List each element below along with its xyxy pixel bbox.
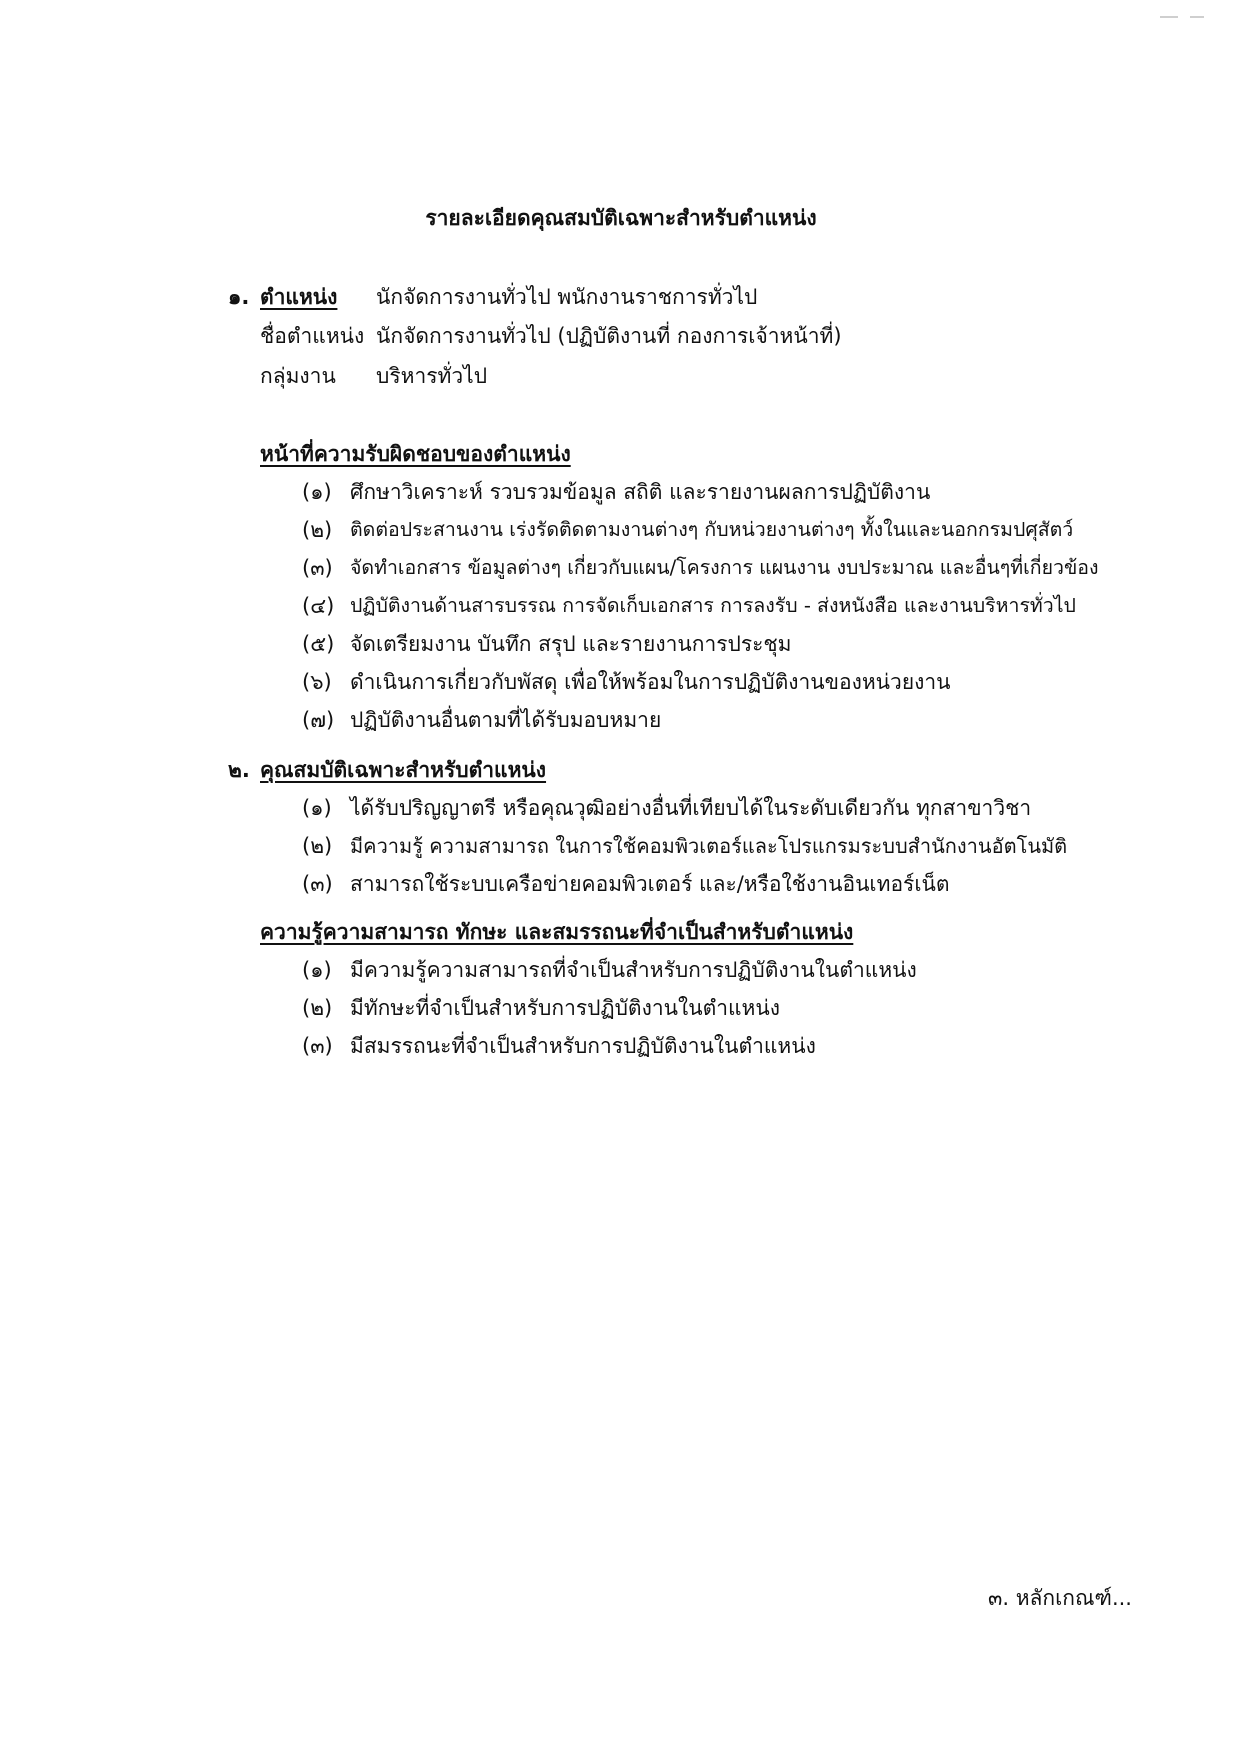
page-title: รายละเอียดคุณสมบัติเฉพาะสำหรับตำแหน่ง (425, 206, 817, 230)
position-name-label: ชื่อตำแหน่ง (260, 324, 365, 348)
duties-heading: หน้าที่ความรับผิดชอบของตำแหน่ง (260, 442, 571, 466)
continuation-note: ๓. หลักเกณฑ์... (988, 1586, 1132, 1610)
duty-item-num: (๔) (302, 594, 335, 618)
duty-item-text: จัดทำเอกสาร ข้อมูลต่างๆ เกี่ยวกับแผน/โครงการ แผนงาน งบประมาณ และอื่นๆที่เกี่ยวข้อง (350, 556, 1099, 579)
duty-item-num: (๒) (302, 518, 333, 542)
skills-heading: ความรู้ความสามารถ ทักษะ และสมรรถนะที่จำเป็นสำหรับตำแหน่ง (260, 920, 854, 944)
position-name-value: นักจัดการงานทั่วไป (ปฏิบัติงานที่ กองการเจ้าหน้าที่) (376, 324, 842, 348)
duty-item-text: ปฏิบัติงานด้านสารบรรณ การจัดเก็บเอกสาร การลงรับ - ส่งหนังสือ และงานบริหารทั่วไป (350, 594, 1076, 617)
duty-item-num: (๓) (302, 556, 333, 580)
qualifications-heading: คุณสมบัติเฉพาะสำหรับตำแหน่ง (260, 758, 547, 782)
qualification-item-num: (๑) (302, 796, 332, 820)
work-group-label: กลุ่มงาน (260, 364, 336, 388)
qualification-item-num: (๒) (302, 834, 333, 858)
duty-item-num: (๑) (302, 480, 332, 504)
duty-item-text: ดำเนินการเกี่ยวกับพัสดุ เพื่อให้พร้อมในการปฏิบัติงานของหน่วยงาน (350, 670, 951, 694)
qualification-item-text: ได้รับปริญญาตรี หรือคุณวุฒิอย่างอื่นที่เทียบได้ในระดับเดียวกัน ทุกสาขาวิชา (350, 796, 1032, 820)
skill-item-num: (๒) (302, 996, 333, 1020)
skill-item-text: มีทักษะที่จำเป็นสำหรับการปฏิบัติงานในตำแหน่ง (350, 996, 780, 1020)
duty-item-text: จัดเตรียมงาน บันทึก สรุป และรายงานการประชุม (350, 632, 792, 656)
position-value: นักจัดการงานทั่วไป พนักงานราชการทั่วไป (376, 285, 758, 309)
position-heading: ตำแหน่ง (260, 285, 338, 309)
skill-item-num: (๑) (302, 958, 332, 982)
qualification-item-num: (๓) (302, 872, 333, 896)
qualification-item-text: สามารถใช้ระบบเครือข่ายคอมพิวเตอร์ และ/หรือใช้งานอินเทอร์เน็ต (350, 872, 950, 896)
duty-item-num: (๗) (302, 708, 335, 732)
duty-item-text: ปฏิบัติงานอื่นตามที่ได้รับมอบหมาย (350, 708, 662, 732)
skill-item-num: (๓) (302, 1034, 333, 1058)
duty-item-num: (๕) (302, 632, 335, 656)
section-1-number: ๑. (228, 285, 250, 309)
scan-edge-mark (1190, 16, 1204, 18)
skill-item-text: มีความรู้ความสามารถที่จำเป็นสำหรับการปฏิบัติงานในตำแหน่ง (350, 958, 917, 982)
work-group-value: บริหารทั่วไป (376, 364, 488, 388)
duty-item-text: ศึกษาวิเคราะห์ รวบรวมข้อมูล สถิติ และรายงานผลการปฏิบัติงาน (350, 480, 931, 504)
section-2-number: ๒. (228, 758, 250, 782)
duty-item-text: ติดต่อประสานงาน เร่งรัดติดตามงานต่างๆ กับหน่วยงานต่างๆ ทั้งในและนอกกรมปศุสัตว์ (350, 518, 1074, 541)
duty-item-num: (๖) (302, 670, 332, 694)
qualification-item-text: มีความรู้ ความสามารถ ในการใช้คอมพิวเตอร์และโปรแกรมระบบสำนักงานอัตโนมัติ (350, 834, 1068, 858)
skill-item-text: มีสมรรถนะที่จำเป็นสำหรับการปฏิบัติงานในตำแหน่ง (350, 1034, 816, 1058)
scan-edge-mark (1160, 16, 1178, 18)
